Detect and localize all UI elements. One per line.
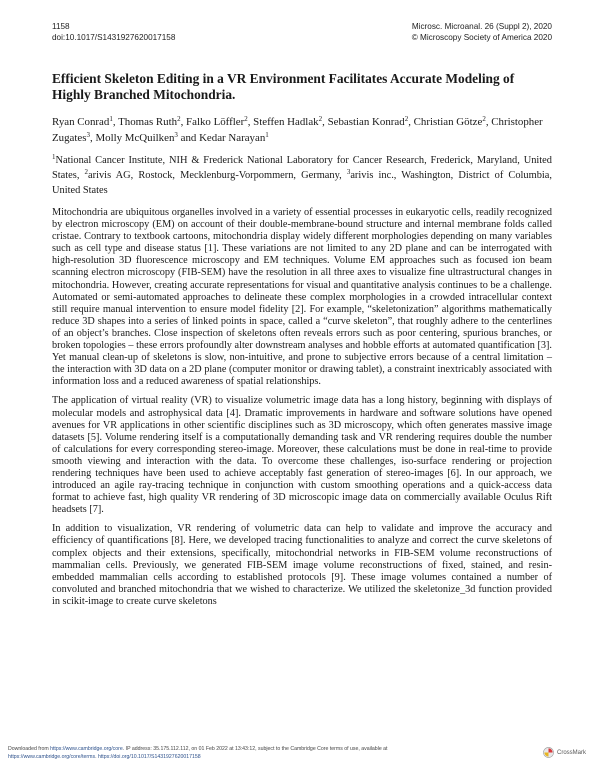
crossmark-label: CrossMark [556, 749, 586, 756]
author: Christian Götze$^2$, [413, 115, 492, 128]
author: Falko Löffler$^2$, [186, 115, 254, 128]
copyright: © Microscopy Society of America 2020 [411, 32, 552, 42]
doi-link[interactable]: https://doi.org/10.1017/S1431927620017158 [97, 753, 201, 760]
journal-citation: Microsc. Microanal. 26 (Suppl 2), 2020 [411, 22, 552, 31]
author: Christopher Zugates$^3$, [52, 116, 543, 144]
crossmark-badge[interactable] [543, 747, 586, 758]
author-list [52, 115, 552, 146]
author: Sebastian Konrad$^2$, [327, 115, 414, 128]
affiliation: $^2$arivis AG, Rostock, Mecklenburg-Vorpommern, Germany, [84, 168, 347, 181]
terms-link[interactable]: https://www.cambridge.org/core/terms [8, 753, 96, 760]
paragraph: The application of virtual reality (VR) to visualize volumetric image data has a long history, beginning with displays of molecular models and astrophysical data [4]. Dramatic improvements in hardware and software solutions have opened avenues for VR applications in other scientific disciplines such as 3D microscopy, which often generates massive image datasets [5]. Volume rendering itself is a computationally demanding task and VR rendering requires double the number of calculations for every corresponding stereo-image. Moreover, these calculations must be done in real-time to provide smooth viewing and interaction with the data. To overcome these challenges, iso-surface rendering or projection rendering techniques have been used to achieve acceptably fast generation of stereo-images [6]. In our approach, we introduced an agile ray-tracing technique in conjunction with custom smoothing operations and a quick-access data format to achieve fast, high quality VR rendering of 3D microscopic image data on commercially available Oculus Rift headsets [7]. [52, 395, 552, 516]
paragraph: In addition to visualization, VR rendering of volumetric data can help to validate and improve the accuracy and efficiency of quantifications [8]. Here, we developed tracing functionalities to analyze and correct the curve skeletons of complex objects and their extensions, specifically, mitochondrial networks in FIB-SEM volume reconstructions of mammalian cells. Previously, we generated FIB-SEM image volume reconstructions of fixed, stained, and resin-embedded mammalian cells according to established protocols [9]. These image volumes contained a number of convoluted and branched mitochondria that we wished to characterize. We utilized the skeletonize_3d function provided in scikit-image to create curve skeletons [52, 523, 552, 607]
crossmark-icon [543, 747, 554, 758]
author: Steffen Hadlak$^2$, [253, 115, 328, 128]
author: Ryan Conrad$^1$, [52, 115, 119, 128]
header-right [412, 22, 552, 43]
paper-title: Efficient Skeleton Editing in a VR Environment Facilitates Accurate Modeling of Highly Branched Mitochondria. [52, 71, 515, 102]
author: Kedar Narayan$^1$ [199, 130, 269, 144]
author: Molly McQuilken$^3$ and [95, 130, 200, 144]
header-left [52, 22, 175, 43]
abstract-body [52, 207, 552, 615]
affiliation-list [52, 153, 552, 198]
download-footer: Downloaded from https://www.cambridge.org/core. IP address: 35.175.112.112, on 01 Feb 2022 at 13:43:12, subject to the Cambridge Core terms of use, available at https://www.cambridge.org/core/terms. https://doi.org/10.1017/S1431927620017158 [8, 746, 388, 760]
cambridge-core-link[interactable]: https://www.cambridge.org/core [50, 746, 123, 752]
page-number: 1158 [52, 22, 70, 31]
doi: doi:10.1017/S1431927620017158 [52, 32, 176, 42]
paragraph: Mitochondria are ubiquitous organelles involved in a variety of essential processes in eukaryotic cells, readily recognized by electron microscopy (EM) on account of their double-membrane-bound structure and internal membrane folds called cristae. Contrary to textbook cartoons, mitochondria display widely different morphologies depending on many variables such as cell type and disease status [1]. These variations are not limited to any 2D plane and can be interrogated with high-resolution 3D fluorescence microscopy and EM techniques. Volume EM approaches such as focused ion beam scanning electron microscopy (FIB-SEM) have the resolution in all three axes to visualize fine ultrastructural changes in mitochondria. However, creating accurate representations for visual and quantitative analysis continues to be a challenge. Automated or semi-automated approaches to delineate these complex morphologies in a crowded intracellular context still require manual intervention to ensure model fidelity [2]. For example, “skeletonization” algorithms mathematically reduce 3D shapes into a series of linked points in space, called a “curve skeleton”, that roughly adhere to the centerlines of an object’s branches. Close inspection of skeletons often reveals errors such as poor centering, spurious branches, or broken topologies – these errors profoundly alter downstream analyses and hobble efforts at automated quantification [3]. Yet manual clean-up of skeletons is slow, non-intuitive, and prone to subjective errors because of a central limitation – the interaction with 3D data on a 2D plane (computer monitor or drawing tablet), a constraint inextricably associated with information loss and a reduced awareness of spatial relationships. [52, 207, 552, 388]
affiliation: $^3$arivis inc., Washington, District of Columbia, United States [52, 168, 552, 196]
author: Thomas Ruth$^2$, [118, 115, 187, 128]
affiliation: $^1$National Cancer Institute, NIH & Frederick National Laboratory for Cancer Research, Frederick, Maryland, United States, [52, 153, 552, 181]
